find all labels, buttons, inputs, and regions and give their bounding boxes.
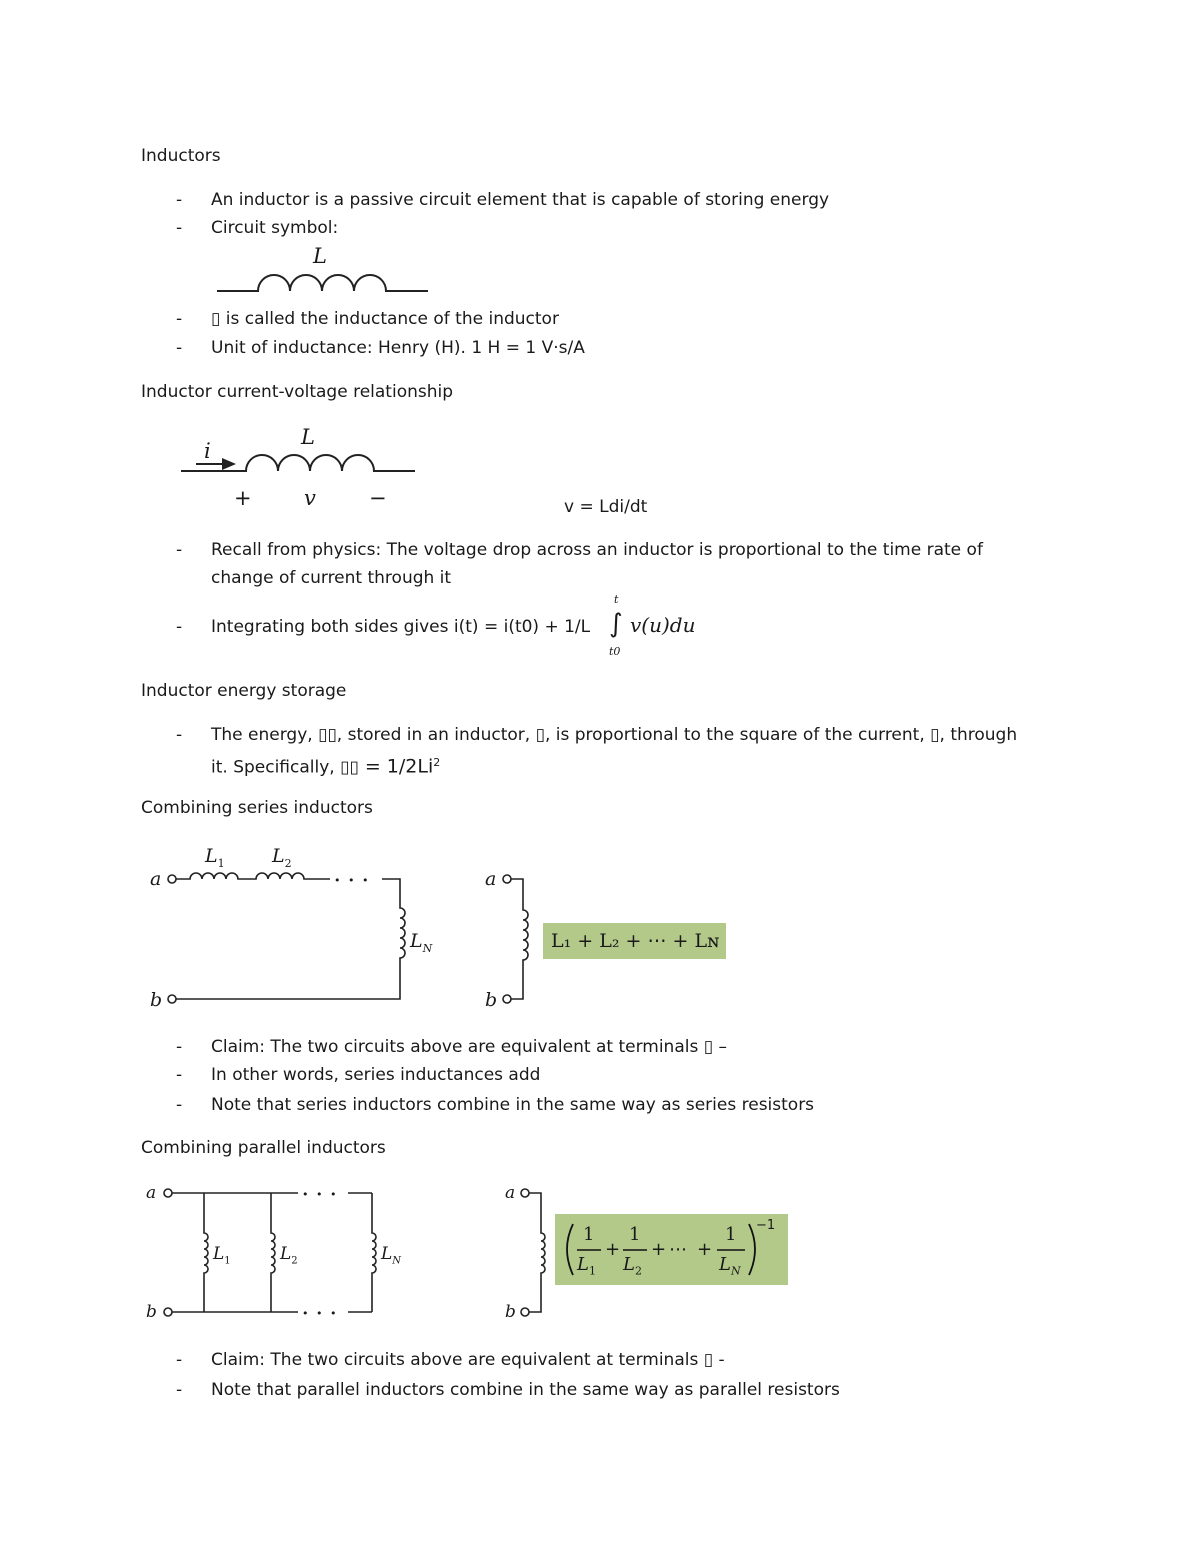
bullet-marker: - [176,190,183,210]
iv-inductance-label: L [301,425,315,449]
missing-glyph: ▯ [318,725,328,745]
series-ellipsis: • • • [334,874,371,887]
bullet-parallel-claim: Claim: The two circuits above are equivalent at terminals ▯ - [211,1350,725,1370]
integral-sign: ∫ [609,609,623,639]
bullet-marker: - [176,725,183,745]
iv-current-label: i [204,439,211,463]
bullet-marker: - [176,1065,183,1085]
bullet-marker: - [176,540,183,560]
bullet-marker: - [176,218,183,238]
bullet-marker: - [176,1037,183,1057]
iv-voltage-label: v [304,486,316,510]
series-equation-highlight [543,923,726,959]
bullet-marker: - [176,1350,183,1370]
parallel-terminal-b: b [146,1302,157,1322]
bullet-recall-physics-cont: change of current through it [211,568,452,588]
bullet-parallel-resistors: Note that parallel inductors combine in the same way as parallel resistors [211,1380,840,1400]
missing-glyph: ▯ [930,725,940,745]
missing-glyph: ▯ [327,725,337,745]
iv-equation: v = Ldi/dt [564,497,648,517]
integral-upper-limit: t [614,593,619,606]
bullet-marker: - [176,617,183,637]
parallel-label-l2: $L_2$ [280,1244,298,1267]
series-terminal-b: b [150,989,163,1011]
missing-glyph: ▯ [535,725,545,745]
heading-energy: Inductor energy storage [141,681,347,701]
fracn-num: 1 [725,1224,737,1245]
missing-glyph: ▯ [340,757,350,778]
parallel-label-l1: $L_1$ [213,1244,231,1267]
bullet-marker: - [176,338,183,358]
frac2-den: $L_2$ [623,1254,642,1278]
bullet-marker: - [176,309,183,329]
iv-plus-label: + [234,486,252,510]
frac1-num: 1 [583,1224,595,1245]
fracn-den: $L_N$ [719,1254,741,1278]
bullet-series-add: In other words, series inductances add [211,1065,541,1085]
bullet-energy-line1: The energy, ▯▯, stored in an inductor, ▯, is proportional to the square of the current, ▯, through [211,725,1018,745]
parallel-ellipsis-bottom: • • • [302,1307,339,1320]
bullet-inductance: ▯ is called the inductance of the inductor [211,309,559,329]
missing-glyph: ▯ [211,309,221,329]
plus-2: + [651,1239,667,1260]
iv-minus-label: − [369,486,387,510]
bullet-series-resistors: Note that series inductors combine in the same way as series resistors [211,1095,815,1115]
bullet-circuit-symbol: Circuit symbol: [211,218,339,238]
integral-lower-limit: t0 [609,645,621,658]
parallel-eq-terminal-b: b [505,1302,516,1322]
bullet-marker: - [176,1095,183,1115]
heading-iv-relationship: Inductor current-voltage relationship [141,382,454,402]
parallel-label-ln: $L_N$ [381,1244,402,1267]
frac2-num: 1 [629,1224,641,1245]
series-equation: L₁ + L₂ + ⋯ + Lɴ [551,930,720,952]
plus-3: + [697,1239,713,1260]
heading-series: Combining series inductors [141,798,373,818]
series-terminal-a: a [150,868,162,890]
bullet-marker: - [176,1380,183,1400]
series-label-l2: $L_2$ [272,845,292,870]
parallel-ellipsis-top: • • • [302,1188,339,1201]
current-arrow-icon [222,458,236,470]
series-label-l1: $L_1$ [205,845,225,870]
parallel-equation-highlight [555,1214,788,1285]
ellipsis: ⋯ [669,1239,687,1260]
missing-glyph: ▯ [349,757,359,778]
exponent-neg-one: −1 [756,1218,776,1233]
bullet-passive-element: An inductor is a passive circuit element that is capable of storing energy [211,190,830,210]
bullet-integrating: Integrating both sides gives i(t) = i(t0) + 1/L [211,617,591,637]
parallel-terminal-a: a [146,1183,157,1203]
frac1-den: $L_1$ [577,1254,596,1278]
series-eq-terminal-b: b [485,989,498,1011]
plus-1: + [605,1239,621,1260]
bullet-recall-physics: Recall from physics: The voltage drop across an inductor is proportional to the time rate of [211,540,983,560]
inductor-label-l: L [313,244,327,268]
integral-integrand: v(u)du [630,613,696,637]
parallel-eq-terminal-a: a [505,1183,516,1203]
heading-inductors: Inductors [141,146,221,166]
series-label-ln: $L_N$ [410,930,433,955]
series-eq-terminal-a: a [485,868,497,890]
bullet-unit: Unit of inductance: Henry (H). 1 H = 1 V·s/A [211,338,585,358]
bullet-series-claim: Claim: The two circuits above are equivalent at terminals ▯ – [211,1037,727,1057]
bullet-energy-line2: it. Specifically, ▯▯ = $1/2Li^2$ [211,755,441,778]
heading-parallel: Combining parallel inductors [141,1138,386,1158]
